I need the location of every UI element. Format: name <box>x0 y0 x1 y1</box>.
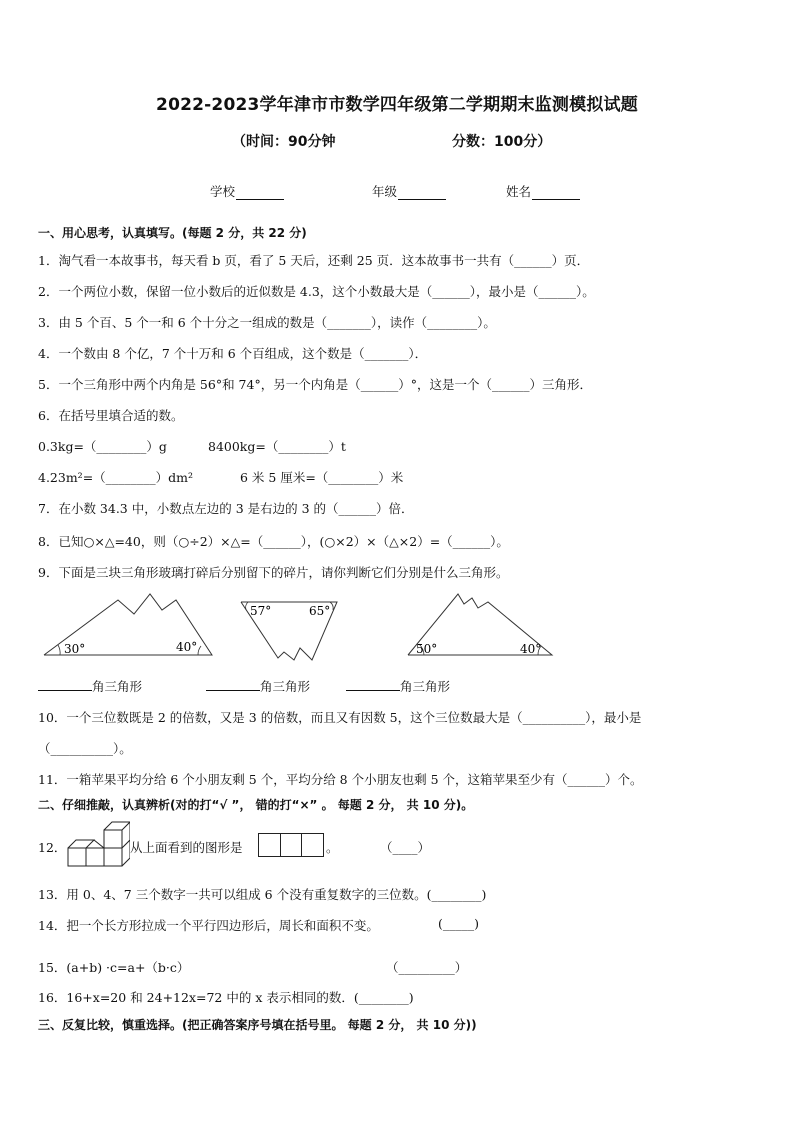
top-view-cell-3 <box>302 834 323 856</box>
question-15: 15．(a+b) ·c=a+（b·c） <box>38 960 190 975</box>
triangle-answer-2 <box>206 677 310 695</box>
question-15-blank: （_________） <box>386 960 468 975</box>
question-5: 5．一个三角形中两个内角是 56°和 74°，另一个内角是（______）°，这是一个（______）三角形． <box>38 377 592 392</box>
school-field <box>210 182 284 200</box>
answer-line-1 <box>38 690 92 691</box>
question-12-number: 12． <box>38 840 67 855</box>
page-title: 2022-2023学年津市市数学四年级第二学期期末监测模拟试题 <box>156 95 638 115</box>
question-6a: 0.3kg=（________）g <box>38 439 167 454</box>
question-10-continued: （__________）。 <box>38 741 132 756</box>
section2-heading: 二、仔细推敲，认真辨析(对的打“√ ”， 错的打“×” 。 每题 2 分， 共 10 分)。 <box>38 798 474 812</box>
tri1-left-angle: 30° <box>64 642 86 656</box>
question-8: 8．已知○×△=40，则（○÷2）×△=（______），(○×2）×（△×2）=（______）。 <box>38 534 509 549</box>
question-9: 9．下面是三块三角形玻璃打碎后分别留下的碎片，请你判断它们分别是什么三角形。 <box>38 565 509 580</box>
triangle-fragment-2 <box>241 602 337 660</box>
question-7: 7．在小数 34.3 中，小数点左边的 3 是右边的 3 的（______）倍． <box>38 501 414 516</box>
triangle-answer-3-label: 角三角形 <box>400 679 451 694</box>
question-12-end: 。 <box>326 840 339 855</box>
name-label: 姓名 <box>506 184 532 199</box>
question-12-text: 从上面看到的图形是 <box>130 840 243 855</box>
name-line <box>532 199 580 200</box>
answer-line-3 <box>346 690 400 691</box>
grade-label: 年级 <box>372 184 398 199</box>
question-16: 16．16+x=20 和 24+12x=72 中的 x 表示相同的数．(________) <box>38 990 414 1005</box>
question-6: 6．在括号里填合适的数。 <box>38 408 184 423</box>
question-6d: 6 米 5 厘米=（________）米 <box>240 470 404 485</box>
tri3-right-angle: 40° <box>520 642 542 656</box>
question-3: 3．由 5 个百、5 个一和 6 个十分之一组成的数是（_______），读作（________）。 <box>38 315 496 330</box>
school-line <box>236 199 284 200</box>
triangle-fragment-3 <box>408 594 552 656</box>
question-6b: 8400kg=（________）t <box>208 439 346 454</box>
triangle-answer-2-label: 角三角形 <box>260 679 311 694</box>
triangle-fragment-1 <box>44 594 212 656</box>
triangle-fragments <box>0 588 794 668</box>
tri2-right-angle: 65° <box>309 604 331 618</box>
tri1-right-angle: 40° <box>176 640 198 654</box>
exam-score: 分数：100分） <box>452 134 552 150</box>
tri3-left-angle: 50° <box>416 642 438 656</box>
question-6c: 4.23m²=（________）dm² <box>38 470 194 485</box>
cube-stack-figure <box>66 820 130 870</box>
question-11: 11．一箱苹果平均分给 6 个小朋友剩 5 个，平均分给 8 个小朋友也剩 5 个，这箱苹果至少有（______）个。 <box>38 772 643 787</box>
question-10: 10．一个三位数既是 2 的倍数，又是 3 的倍数，而且又有因数 5，这个三位数最大是（__________），最小是 <box>38 710 642 725</box>
exam-time: （时间：90分钟 <box>232 134 336 150</box>
top-view-cell-1 <box>259 834 281 856</box>
answer-line-2 <box>206 690 260 691</box>
top-view-cell-2 <box>281 834 303 856</box>
name-field <box>506 182 580 200</box>
triangle-answer-1-label: 角三角形 <box>92 679 143 694</box>
question-13: 13．用 0、4、7 三个数字一共可以组成 6 个没有重复数字的三位数。(________) <box>38 887 487 902</box>
grade-field <box>372 182 446 200</box>
question-14: 14．把一个长方形拉成一个平行四边形后，周长和面积不变。 <box>38 918 379 933</box>
triangle-answer-3 <box>346 677 450 695</box>
question-2: 2．一个两位小数，保留一位小数后的近似数是 4.3，这个小数最大是（______），最小是（______）。 <box>38 284 595 299</box>
question-4: 4．一个数由 8 个亿，7 个十万和 6 个百组成，这个数是（_______）． <box>38 346 428 361</box>
grade-line <box>398 199 446 200</box>
section3-heading: 三、反复比较，慎重选择。(把正确答案序号填在括号里。 每题 2 分， 共 10 分)) <box>38 1018 477 1032</box>
tri2-left-angle: 57° <box>250 604 272 618</box>
section1-heading: 一、用心思考，认真填写。(每题 2 分，共 22 分) <box>38 226 307 240</box>
school-label: 学校 <box>210 184 236 199</box>
question-12-blank: （____） <box>380 840 431 855</box>
top-view-figure <box>258 833 324 857</box>
triangle-answer-1 <box>38 677 142 695</box>
question-1: 1．淘气看一本故事书，每天看 b 页，看了 5 天后，还剩 25 页．这本故事书一共有（______）页． <box>38 253 590 268</box>
question-14-blank: (_____) <box>438 916 480 931</box>
